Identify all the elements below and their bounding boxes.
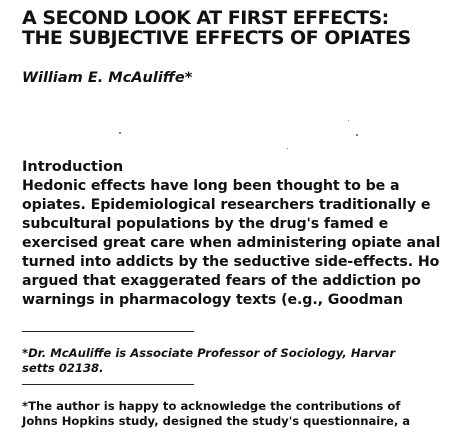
body-line: subcultural populations by the drug's famed e [22,216,389,232]
scan-speck [119,132,121,134]
footnote-rule [22,384,194,385]
body-line: opiates. Epidemiological researchers traditionally e [22,197,431,213]
body-line: argued that exaggerated fears of the addiction po [22,273,421,289]
body-line: exercised great care when administering opiate anal [22,235,441,251]
footnote-rule [22,331,194,332]
title-line-1: A SECOND LOOK AT FIRST EFFECTS: [22,7,389,29]
scan-speck [348,120,349,121]
footnote-ack-line-1: *The author is happy to acknowledge the contributions of [22,399,401,413]
footnote-author-line-1: *Dr. McAuliffe is Associate Professor of Sociology, Harvar [22,346,396,360]
title-line-2: THE SUBJECTIVE EFFECTS OF OPIATES [22,27,411,49]
author-name: William E. McAuliffe* [22,70,193,86]
section-heading: Introduction [22,159,124,175]
footnote-author-line-2: setts 02138. [22,361,104,375]
scan-speck [287,148,288,149]
body-line: Hedonic effects have long been thought to be a [22,178,400,194]
scan-speck [356,134,358,136]
footnote-ack-line-2: Johns Hopkins study, designed the study's questionnaire, a [22,414,411,428]
body-line: warnings in pharmacology texts (e.g., Goodman [22,292,403,308]
body-line: turned into addicts by the seductive side-effects. Ho [22,254,440,270]
